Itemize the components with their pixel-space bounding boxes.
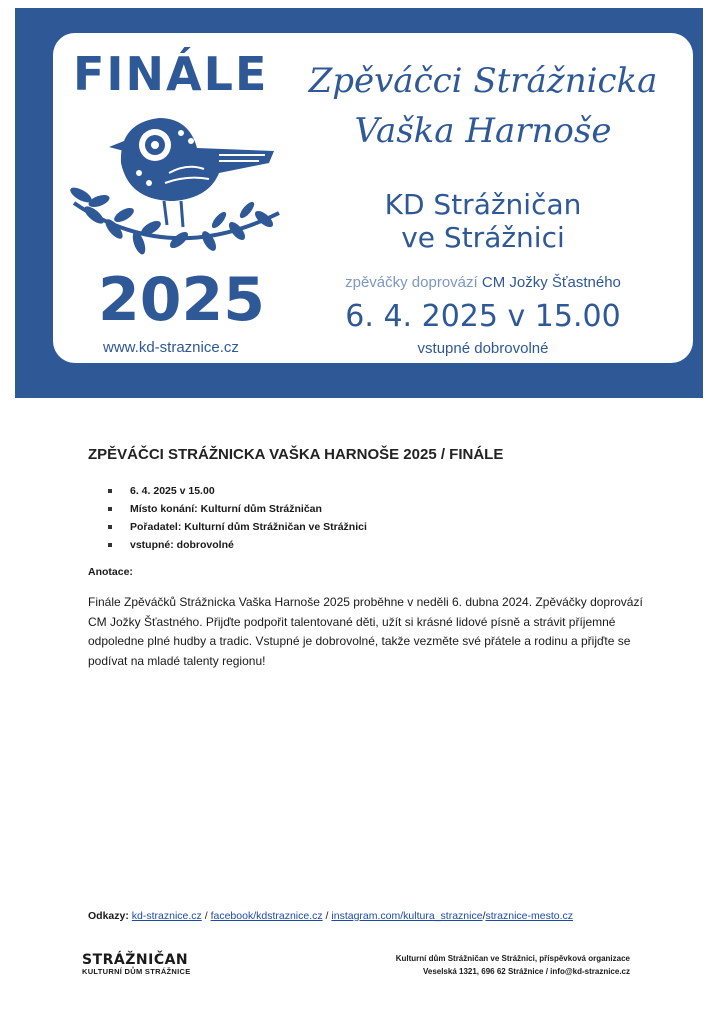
banner-title-line1: Zpěváčci Strážnicka	[308, 61, 658, 101]
link-separator: /	[482, 910, 486, 922]
banner-finale: FINÁLE	[73, 47, 269, 101]
links-label: Odkazy:	[88, 910, 129, 922]
link-kd-straznice[interactable]: kd-straznice.cz	[131, 910, 202, 922]
annotation-text: Finále Zpěváčků Strážnicka Vaška Harnoše 2025 proběhne v neděli 6. dubna 2024. Zpěváčky doprovází CM Jožky Šťastného. Přijďte podpořit talentované děti, užít si krásné lidové písně a strávit příjemné odpoledne plné hudby a tradic. Vstupné je dobrovolné, takže vezměte své přátele a rodinu a přijďte se podívat na mladé talenty regionu!	[88, 595, 643, 668]
link-separator: /	[322, 910, 332, 922]
accompaniment-prefix: zpěváčky doprovází	[345, 274, 478, 291]
bird-illustration-icon	[69, 103, 299, 273]
banner-title-line2: Vaška Harnoše	[354, 111, 612, 151]
banner-venue-line1: KD Strážničan	[384, 188, 582, 221]
link-separator: /	[201, 910, 211, 922]
accompaniment-band: CM Jožky Šťastného	[481, 274, 621, 291]
article-heading: ZPĚVÁČCI STRÁŽNICKA VAŠKA HARNOŠE 2025 / FINÁLE	[88, 446, 504, 463]
strazncan-logo	[82, 952, 191, 976]
list-item: Místo konání: Kulturní dům Strážničan	[108, 500, 367, 518]
logo-title: STRÁŽNIČAN	[82, 952, 189, 968]
footer-org: Kulturní dům Strážničan ve Strážnici, příspěvková organizace	[395, 954, 630, 963]
banner-card	[53, 33, 693, 363]
logo-subtitle: KULTURNÍ DŮM STRÁŽNICE	[82, 967, 191, 976]
banner-datetime: 6. 4. 2025 v 15.00	[345, 299, 621, 334]
banner-venue-line2: ve Strážnici	[401, 221, 565, 254]
list-item: 6. 4. 2025 v 15.00	[108, 482, 367, 500]
footer-address: Veselská 1321, 696 62 Strážnice / info@kd-straznice.cz	[422, 966, 630, 976]
event-details-list	[108, 482, 367, 554]
annotation-label: Anotace:	[88, 566, 133, 578]
banner-website: www.kd-straznice.cz	[103, 339, 239, 356]
link-straznice-mesto[interactable]: straznice-mesto.cz	[485, 910, 574, 922]
list-item: vstupné: dobrovolné	[108, 536, 367, 554]
link-instagram[interactable]: instagram.com/kultura_straznice	[331, 910, 483, 922]
link-facebook[interactable]: facebook/kdstraznice.cz	[210, 910, 323, 922]
links-line	[88, 910, 573, 922]
list-item: Pořadatel: Kulturní dům Strážničan ve Strážnici	[108, 518, 367, 536]
banner-entry: vstupné dobrovolné	[417, 340, 549, 357]
event-banner	[15, 8, 703, 398]
banner-accompaniment	[303, 274, 663, 291]
footer-contact	[396, 953, 630, 978]
banner-year: 2025	[98, 265, 265, 335]
